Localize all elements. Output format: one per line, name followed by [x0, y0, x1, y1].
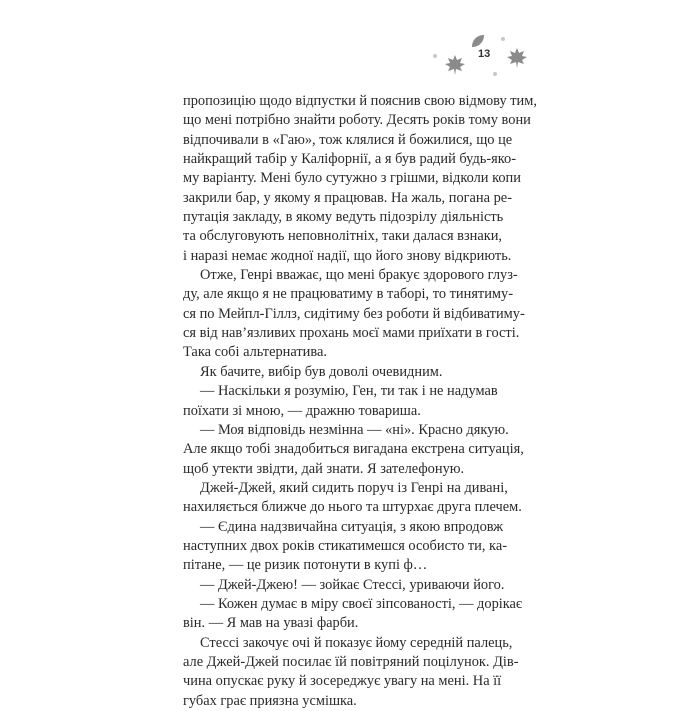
- text-line: — Кожен думає в міру своєї зіпсованості, — дорікає: [200, 595, 523, 612]
- text-line: губах грає приязна усмішка.: [183, 692, 357, 709]
- text-line: Але якщо тобі знадобиться вигадана екстрена ситуація,: [183, 441, 524, 458]
- text-line: наступних двох років стикатимешся особисто ти, ка-: [183, 537, 507, 554]
- text-line: поїхати зі мною, — дражню товариша.: [183, 402, 421, 419]
- decorative-dot: [493, 72, 497, 76]
- text-line: закрили бар, у якому я працював. На жаль, погана ре-: [183, 189, 512, 206]
- text-line: він. — Я мав на увазі фарби.: [183, 615, 359, 632]
- text-line: пропозицію щодо відпустки й пояснив свою відмову тим,: [183, 93, 537, 109]
- text-line: — Моя відповідь незмінна — «ні». Красно дякую.: [200, 421, 509, 438]
- text-line: що мені потрібно знайти роботу. Десять років тому вони: [183, 112, 531, 129]
- text-line: чина опускає руку й зосереджує увагу на мені. На її: [183, 673, 502, 690]
- text-line: щоб утекти звідти, дай знати. Я зателефоную.: [183, 460, 465, 477]
- text-line: ся по Мейпл-Гіллз, сидітиму без роботи й відбиватиму-: [183, 305, 525, 322]
- decorative-dot: [501, 37, 505, 41]
- decorative-dot: [433, 54, 437, 58]
- text-line: — Єдина надзвичайна ситуація, з якою впродовж: [200, 518, 504, 535]
- text-line: і наразі немає жодної надії, що його знову відкриють.: [183, 247, 512, 264]
- body-text: [183, 92, 537, 711]
- text-line: найкращий табір у Каліфорнії, а я був радий будь-яко-: [183, 151, 516, 168]
- text-line: путація закладу, в якому ведуть підозрілу діяльність: [183, 209, 504, 226]
- text-line: нахиляється ближче до нього та штурхає друга плечем.: [183, 499, 522, 516]
- text-line: Отже, Генрі вважає, що мені бракує здорового глуз-: [200, 267, 518, 284]
- text-line: але Джей-Джей посилає їй повітряний поцілунок. Дів-: [183, 653, 519, 670]
- text-line: відпочивали в «Гаю», тож клялися й божилися, що це: [183, 131, 513, 148]
- leaf-icon: [470, 33, 486, 49]
- maple-leaf-icon: [444, 54, 466, 76]
- text-line: Джей-Джей, який сидить поруч із Генрі на дивані,: [200, 479, 508, 496]
- maple-leaf-icon: [506, 47, 528, 69]
- text-line: Така собі альтернатива.: [183, 344, 327, 361]
- text-line: му варіанту. Мені було сутужно з грішми, відколи копи: [183, 170, 521, 187]
- text-line: пітане, — це ризик потонути в купі ф…: [183, 557, 428, 574]
- text-line: — Джей-Джею! — зойкає Стессі, уриваючи його.: [200, 576, 505, 593]
- text-line: та обслуговують неповнолітніх, таки далася взнаки,: [183, 228, 503, 245]
- text-line: ся від нав’язливих прохань моєї мами приїхати в гості.: [183, 325, 520, 342]
- text-line: ду, але якщо я не працюватиму в таборі, то тинятиму-: [183, 286, 514, 303]
- text-line: Стессі закочує очі й показує йому середній палець,: [200, 634, 513, 651]
- page-number: 13: [478, 48, 491, 60]
- text-line: — Наскільки я розумію, Ген, ти так і не надумав: [200, 383, 498, 400]
- text-line: Як бачите, вибір був доволі очевидним.: [200, 363, 443, 380]
